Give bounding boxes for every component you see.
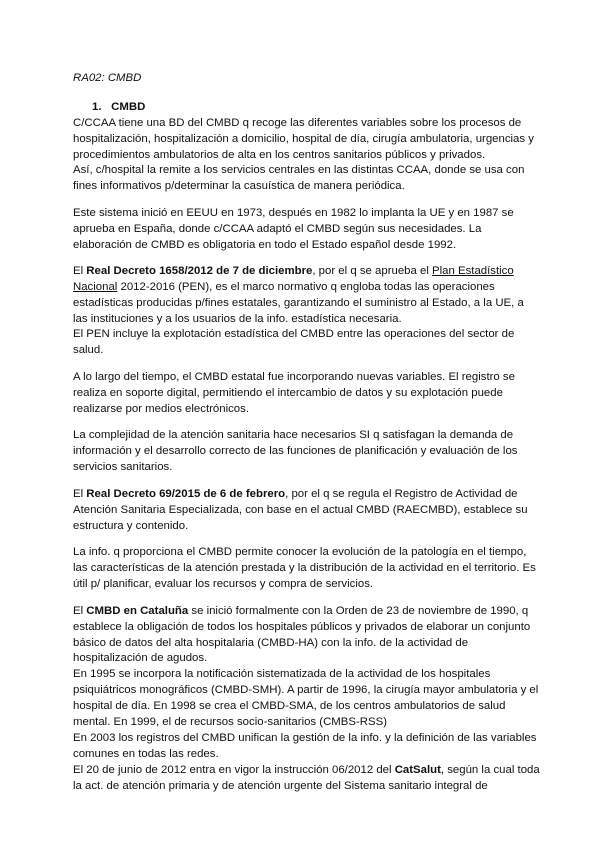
plan-link-text: Plan Estadístico xyxy=(432,265,514,277)
paragraph-line: estructura y contenido. xyxy=(73,520,189,532)
paragraph-line: básico de datos del alta hospitalaria (CMBD-HA) con la info. de la actividad de xyxy=(73,637,469,649)
paragraph-line: estadísticas producidas p/fines estatales, garantizando el suministro al Estado, a la UE, a xyxy=(73,297,524,309)
paragraph-line: Atención Sanitaria Especializada, con base en el actual CMBD (RAECMBD), establece su xyxy=(73,504,528,516)
paragraph-line: hospital de día. En 1998 se crea el CMBD-SMA, de los centros ambulatorios de salud xyxy=(73,700,506,712)
text-run: , según la cual toda xyxy=(440,764,540,776)
paragraph-line: las instituciones y a los usuarios de la info. estadística necesaria. xyxy=(73,313,402,325)
paragraph-line: La complejidad de la atención sanitaria hace necesarios SI q satisfagan la demanda de xyxy=(73,429,514,441)
text-run: El xyxy=(73,265,87,277)
text-run: El 20 de junio de 2012 entra en vigor la instrucción 06/2012 del xyxy=(73,764,395,776)
paragraph-line xyxy=(73,762,540,778)
paragraph-line: La info. q proporciona el CMBD permite conocer la evolución de la patología en el tiempo, xyxy=(73,546,527,558)
section-heading xyxy=(92,99,145,115)
text-run: El xyxy=(73,605,87,617)
paragraph-line: El PEN incluye la explotación estadística del CMBD entre las operaciones del sector de xyxy=(73,328,515,340)
paragraph-line: C/CCAA tiene una BD del CMBD q recoge las diferentes variables sobre los procesos de xyxy=(73,117,522,129)
section-number: 1. xyxy=(92,101,102,113)
paragraph-line: elaboración de CMBD es obligatoria en todo el Estado español desde 1992. xyxy=(73,239,457,251)
text-run: se inició formalmente con la Orden de 23 de noviembre de 1990, q xyxy=(188,605,529,617)
paragraph-line: hospitalización de agudos. xyxy=(73,652,208,664)
paragraph-line: establece la obligación de todos los hospitales públicos y privados de elaborar un conjunto xyxy=(73,621,531,633)
paragraph-line: Así, c/hospital la remite a los servicios centrales en las distintas CCAA, donde se usa con xyxy=(73,164,525,176)
paragraph-line: fines informativos p/determinar la casuística de manera periódica. xyxy=(73,180,405,192)
paragraph-line: mental. En 1999, el de recursos socio-sanitarios (CMBS-RSS) xyxy=(73,716,387,728)
decree-reference: Real Decreto 1658/2012 de 7 de diciembre xyxy=(86,265,313,277)
catsalut-name: CatSalut xyxy=(394,764,441,776)
paragraph-line: servicios sanitarios. xyxy=(73,461,173,473)
paragraph-line: útil p/ planificar, evaluar los recursos y compra de servicios. xyxy=(73,578,374,590)
paragraph-line: salud. xyxy=(73,344,104,356)
paragraph-line: las características de la atención prestada y la distribución de la actividad en el territorio. Es xyxy=(73,562,536,574)
paragraph-line xyxy=(73,486,518,502)
text-run: , por el q se regula el Registro de Actividad de xyxy=(285,488,518,500)
section-title: CMBD xyxy=(111,101,146,113)
text-run: El xyxy=(73,488,87,500)
page-header: RA02: CMBD xyxy=(73,72,142,84)
cmbd-cataluna-heading: CMBD en Cataluña xyxy=(86,605,189,617)
text-run: 2012-2016 (PEN), es el marco normativo q engloba todas las operaciones xyxy=(117,281,495,293)
text-run: , por el q se aprueba el xyxy=(312,265,433,277)
paragraph-line: procedimientos ambulatorios de alta en los centros sanitarios públicos y privados. xyxy=(73,149,486,161)
paragraph-line: En 1995 se incorpora la notificación sistematizada de la actividad de los hospitales xyxy=(73,668,491,680)
paragraph-line: realiza en soporte digital, permitiendo el intercambio de datos y su explotación puede xyxy=(73,387,503,399)
paragraph-line: Este sistema inició en EEUU en 1973, después en 1982 lo implanta la UE y en 1987 se xyxy=(73,207,514,219)
paragraph-line: aprueba en España, donde c/CCAA adaptó el CMBD según sus necesidades. La xyxy=(73,223,482,235)
paragraph-line: la act. de atención primaria y de atención urgente del Sistema sanitario integral de xyxy=(73,780,488,792)
paragraph-line xyxy=(73,603,528,619)
plan-link-text: Nacional xyxy=(73,281,118,293)
paragraph-line: psiquiátricos monográficos (CMBD-SMH). A partir de 1996, la cirugía mayor ambulatoria y el xyxy=(73,684,539,696)
paragraph-line xyxy=(73,279,495,295)
paragraph-line: hospitalización, hospitalización a domicilio, hospital de día, cirugía ambulatoria, urgencias y xyxy=(73,133,534,145)
paragraph-line: A lo largo del tiempo, el CMBD estatal fue incorporando nuevas variables. El registro se xyxy=(73,371,515,383)
paragraph-line: realizarse por medios electrónicos. xyxy=(73,403,249,415)
decree-reference: Real Decreto 69/2015 de 6 de febrero xyxy=(86,488,286,500)
paragraph-line xyxy=(73,263,514,279)
paragraph-line: información y el desarrollo correcto de las funciones de planificación y evaluación de los xyxy=(73,445,518,457)
paragraph-line: comunes en todas las redes. xyxy=(73,748,219,760)
paragraph-line: En 2003 los registros del CMBD unifican la gestión de la info. y la definición de las variables xyxy=(73,732,537,744)
